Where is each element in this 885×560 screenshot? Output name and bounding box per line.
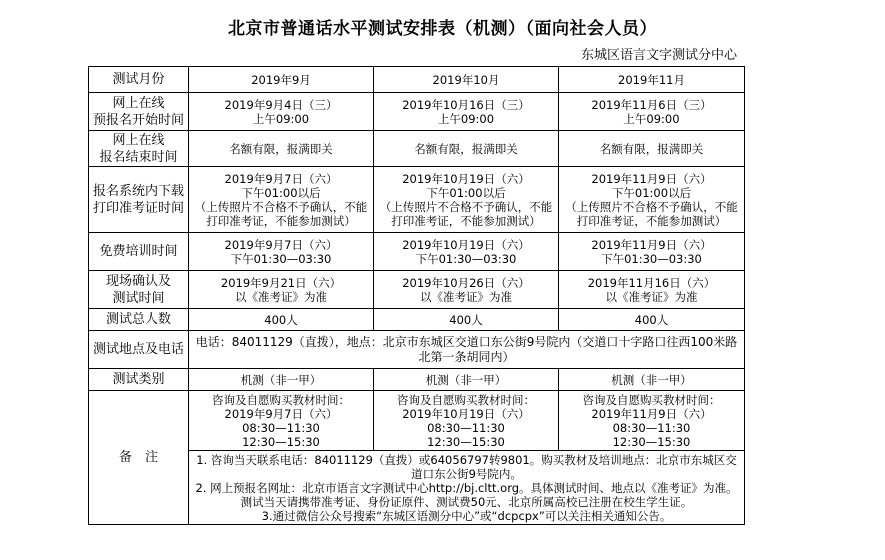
note-item: 2. 网上预报名网址：北京市语言文字测试中心http://bj.cltt.org。具体测试时间、地点以《准考证》为准。测试当天请携带准考证、身份证原件、测试费50元、北京所属高校已注册在校生学生证。 bbox=[195, 480, 738, 509]
cell-confirm-oct: 2019年10月26日（六） 以《准考证》为准 bbox=[374, 271, 559, 309]
label-month: 测试月份 bbox=[89, 67, 189, 93]
cell-reg-start-oct: 2019年10月16日（三） 上午09:00 bbox=[374, 93, 559, 131]
cell-total-oct: 400人 bbox=[374, 309, 559, 331]
label-download: 报名系统内下载 打印准考证时间 bbox=[89, 167, 189, 233]
cell-reg-start-nov: 2019年11月6日（三） 上午09:00 bbox=[559, 93, 745, 131]
note-item: 3.通过微信公众号搜索“东城区语测分中心”或“dcpcpx”可以关注相关通知公告。 bbox=[261, 508, 672, 523]
table-row-location bbox=[89, 331, 745, 369]
table-row-total bbox=[89, 309, 745, 331]
table-row-reg-start bbox=[89, 93, 745, 131]
cell-confirm-sep: 2019年9月21日（六） 以《准考证》为准 bbox=[189, 271, 374, 309]
cell-training-nov: 2019年11月9日（六） 下午01:30—03:30 bbox=[559, 233, 745, 271]
label-location: 测试地点及电话 bbox=[89, 331, 189, 369]
table-row-reg-end bbox=[89, 131, 745, 167]
cell-confirm-nov: 2019年11月16日（六） 以《准考证》为准 bbox=[559, 271, 745, 309]
cell-month-sep: 2019年9月 bbox=[189, 67, 374, 93]
table-row-download bbox=[89, 167, 745, 233]
cell-total-nov: 400人 bbox=[559, 309, 745, 331]
cell-location: 电话：84011129（直拨），地点：北京市东城区交道口东公街9号院内（交道口十字路口往西100米路北第一条胡同内） bbox=[189, 331, 745, 369]
cell-reg-end-nov: 名额有限，报满即关 bbox=[559, 131, 745, 167]
organization-name: 东城区语言文字测试分中心 bbox=[580, 48, 737, 63]
label-reg-start: 网上在线 预报名开始时间 bbox=[89, 93, 189, 131]
cell-month-oct: 2019年10月 bbox=[374, 67, 559, 93]
page-title: 北京市普通话水平测试安排表（机测）（面向社会人员） bbox=[228, 19, 657, 39]
cell-total-sep: 400人 bbox=[189, 309, 374, 331]
cell-download-nov: 2019年11月9日（六） 下午01:00以后 （上传照片不合格不予确认，不能打印准考证，不能参加测试） bbox=[559, 167, 745, 233]
cell-consult-sep: 咨询及自愿购买教材时间： 2019年9月7日（六） 08:30—11:30 12:30—15:30 bbox=[189, 391, 374, 451]
label-training: 免费培训时间 bbox=[89, 233, 189, 271]
label-category: 测试类别 bbox=[89, 369, 189, 391]
cell-month-nov: 2019年11月 bbox=[559, 67, 745, 93]
cell-training-oct: 2019年10月19日（六） 下午01:30—03:30 bbox=[374, 233, 559, 271]
cell-consult-nov: 咨询及自愿购买教材时间： 2019年11月9日（六） 08:30—11:30 12:30—15:30 bbox=[559, 391, 745, 451]
table-row-confirm bbox=[89, 271, 745, 309]
cell-reg-end-oct: 名额有限，报满即关 bbox=[374, 131, 559, 167]
label-reg-end: 网上在线 报名结束时间 bbox=[89, 131, 189, 167]
cell-category-oct: 机测（非一甲） bbox=[374, 369, 559, 391]
cell-category-nov: 机测（非一甲） bbox=[559, 369, 745, 391]
table-row-training bbox=[89, 233, 745, 271]
cell-reg-end-sep: 名额有限，报满即关 bbox=[189, 131, 374, 167]
cell-reg-start-sep: 2019年9月4日（三） 上午09:00 bbox=[189, 93, 374, 131]
table-row-consult bbox=[89, 391, 745, 451]
note-item: 1. 咨询当天联系电话：84011129（直拨）或64056797转9801。购买教材及培训地点：北京市东城区交道口东公街9号院内。 bbox=[196, 452, 737, 481]
table-row-month bbox=[89, 67, 745, 93]
label-total: 测试总人数 bbox=[89, 309, 189, 331]
cell-download-sep: 2019年9月7日（六） 下午01:00以后 （上传照片不合格不予确认，不能打印准考证，不能参加测试） bbox=[189, 167, 374, 233]
label-confirm: 现场确认及 测试时间 bbox=[89, 271, 189, 309]
cell-download-oct: 2019年10月19日（六） 下午01:00以后 （上传照片不合格不予确认，不能打印准考证，不能参加测试） bbox=[374, 167, 559, 233]
table-row-category bbox=[89, 369, 745, 391]
cell-category-sep: 机测（非一甲） bbox=[189, 369, 374, 391]
cell-consult-oct: 咨询及自愿购买教材时间： 2019年10月19日（六） 08:30—11:30 12:30—15:30 bbox=[374, 391, 559, 451]
schedule-table bbox=[88, 66, 745, 525]
cell-notes bbox=[189, 451, 745, 525]
cell-training-sep: 2019年9月7日（六） 下午01:30—03:30 bbox=[189, 233, 374, 271]
label-remarks: 备 注 bbox=[89, 391, 189, 525]
